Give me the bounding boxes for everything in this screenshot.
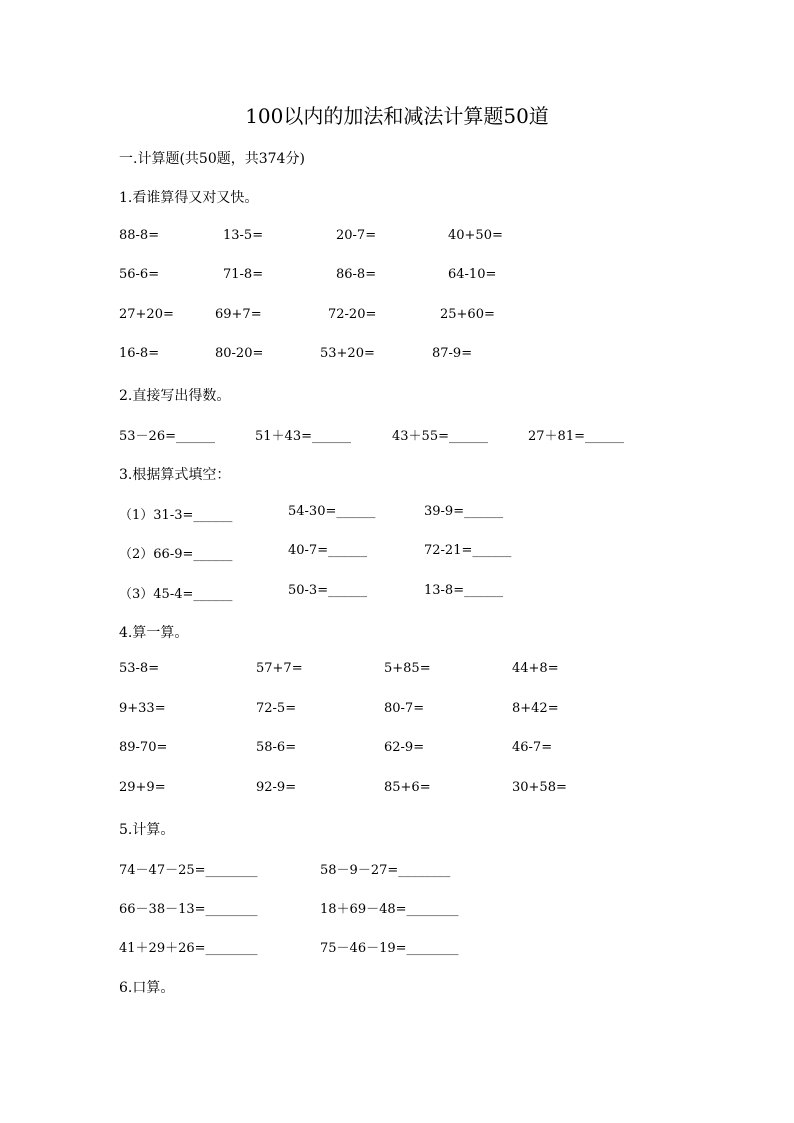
q3-problem: 40-7=______: [288, 543, 368, 558]
q5-problem: 66－38－13=________: [119, 902, 258, 917]
section-heading: 一.计算题(共50题，共374分): [119, 151, 305, 167]
question-3-heading: 3.根据算式填空：: [119, 467, 231, 483]
q4-problem: 72-5=: [256, 701, 297, 716]
q1-problem: 53+20=: [320, 346, 375, 361]
q3-problem: 54-30=______: [288, 504, 376, 519]
q2-problem: 53－26=______: [119, 429, 215, 444]
q3-problem: 50-3=______: [288, 583, 368, 598]
q1-problem: 56-6=: [119, 267, 160, 282]
q1-problem: 71-8=: [223, 267, 264, 282]
q1-problem: 72-20=: [328, 307, 377, 322]
q4-problem: 89-70=: [119, 740, 168, 755]
q1-problem: 25+60=: [440, 307, 495, 322]
q4-problem: 58-6=: [256, 740, 297, 755]
q4-problem: 8+42=: [512, 701, 559, 716]
q1-problem: 69+7=: [215, 307, 262, 322]
q4-problem: 29+9=: [119, 780, 166, 795]
q4-problem: 62-9=: [384, 740, 425, 755]
question-5-heading: 5.计算。: [119, 822, 175, 838]
q4-problem: 30+58=: [512, 780, 567, 795]
q4-problem: 44+8=: [512, 661, 559, 676]
q3-problem: （1）31-3=______: [119, 508, 233, 523]
question-1-heading: 1.看谁算得又对又快。: [119, 190, 259, 206]
q5-problem: 18＋69－48=________: [320, 902, 459, 917]
q1-problem: 80-20=: [215, 346, 264, 361]
question-4-heading: 4.算一算。: [119, 625, 189, 641]
q3-problem: 13-8=______: [424, 583, 504, 598]
q1-problem: 87-9=: [432, 346, 473, 361]
q1-problem: 40+50=: [448, 228, 503, 243]
q1-problem: 64-10=: [448, 267, 497, 282]
question-2-heading: 2.直接写出得数。: [119, 388, 231, 404]
q1-problem: 20-7=: [336, 228, 377, 243]
q4-problem: 9+33=: [119, 701, 166, 716]
question-6-heading: 6.口算。: [119, 980, 175, 996]
q3-problem: （2）66-9=______: [119, 547, 233, 562]
q5-problem: 41＋29＋26=________: [119, 941, 258, 956]
q3-problem: 39-9=______: [424, 504, 504, 519]
q4-problem: 80-7=: [384, 701, 425, 716]
q3-problem: （3）45-4=______: [119, 587, 233, 602]
q4-problem: 53-8=: [119, 661, 160, 676]
q1-problem: 86-8=: [336, 267, 377, 282]
q5-problem: 74－47－25=________: [119, 863, 258, 878]
q2-problem: 43＋55=______: [392, 429, 488, 444]
q4-problem: 46-7=: [512, 740, 553, 755]
q4-problem: 5+85=: [384, 661, 431, 676]
q5-problem: 75－46－19=________: [320, 941, 459, 956]
page-title: 100以内的加法和减法计算题50道: [245, 104, 549, 128]
q3-problem: 72-21=______: [424, 543, 512, 558]
q1-problem: 88-8=: [119, 228, 160, 243]
q2-problem: 51＋43=______: [255, 429, 351, 444]
q1-problem: 27+20=: [119, 307, 174, 322]
q4-problem: 92-9=: [256, 780, 297, 795]
q1-problem: 13-5=: [223, 228, 264, 243]
q5-problem: 58－9－27=________: [320, 863, 451, 878]
q1-problem: 16-8=: [119, 346, 160, 361]
q4-problem: 85+6=: [384, 780, 431, 795]
q2-problem: 27＋81=______: [528, 429, 624, 444]
q4-problem: 57+7=: [256, 661, 303, 676]
